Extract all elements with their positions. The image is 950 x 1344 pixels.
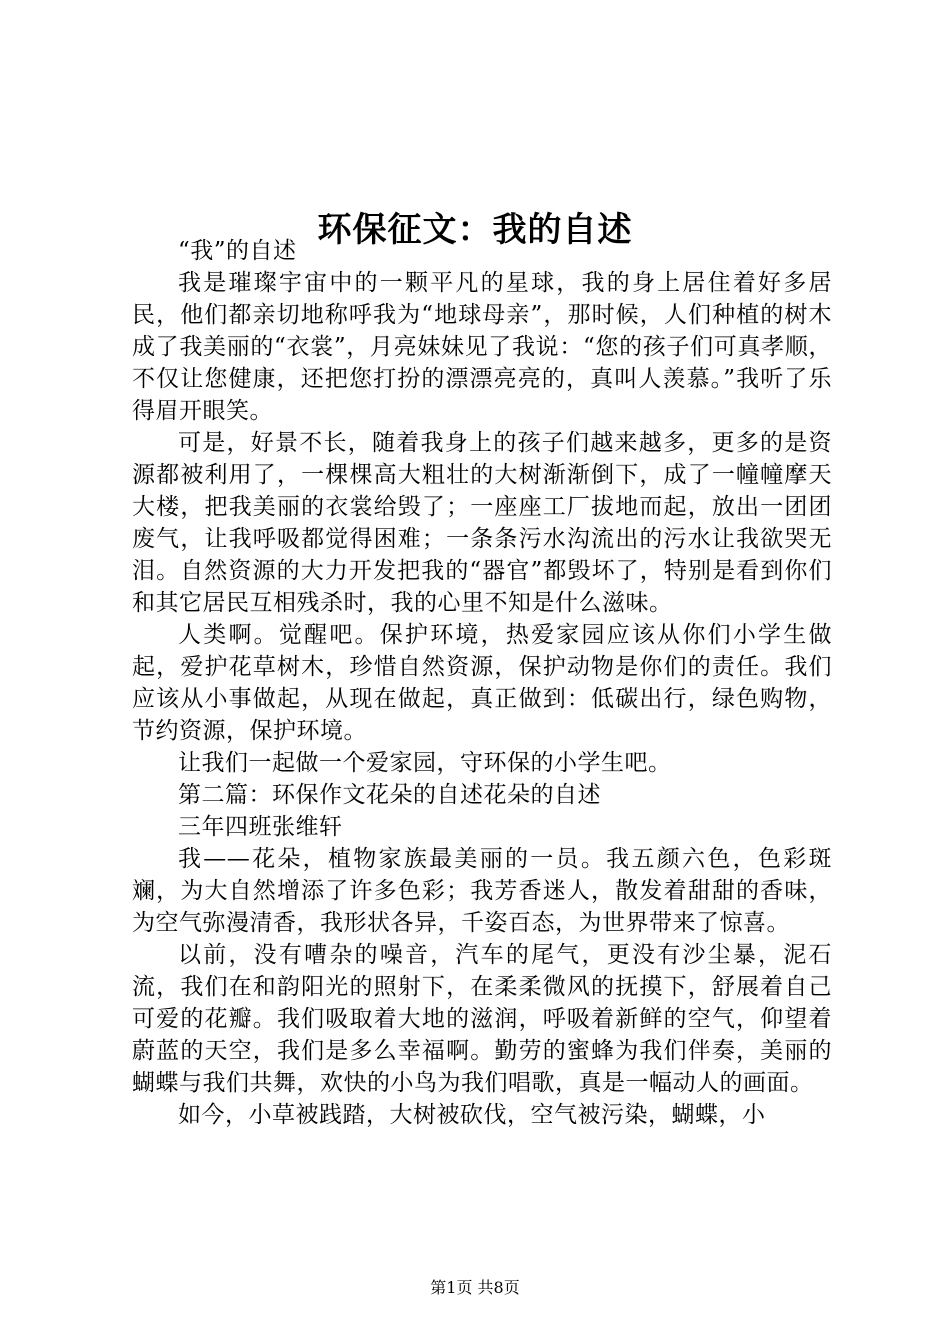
- document-body: [132, 235, 832, 1131]
- page-footer: 第1页 共8页: [430, 1278, 520, 1297]
- paragraph: 以前，没有嘈杂的噪音，汽车的尾气，更没有沙尘暴，泥石流，我们在和韵阳光的照射下，在柔柔微风的抚摸下，舒展着自己可爱的花瓣。我们吸取着大地的滋润，呼吸着新鲜的空气，仰望着蔚蓝的天空，我们是多么幸福啊。勤劳的蜜蜂为我们伴奏，美丽的蝴蝶与我们共舞，欢快的小鸟为我们唱歌，真是一幅动人的画面。: [132, 942, 832, 1096]
- paragraph: “我”的自述: [178, 238, 297, 264]
- paragraph: 我是璀璨宇宙中的一颗平凡的星球，我的身上居住着好多居民，他们都亲切地称呼我为“地球母亲”，那时候，人们种植的树木成了我美丽的“衣裳”，月亮妹妹见了我说：“您的孩子们可真孝顺，不仅让您健康，还把您打扮的漂漂亮亮的，真叫人羡慕。”我听了乐得眉开眼笑。: [132, 270, 832, 424]
- paragraph: 人类啊。觉醒吧。保护环境，热爱家园应该从你们小学生做起，爱护花草树木，珍惜自然资源，保护动物是你们的责任。我们应该从小事做起，从现在做起，真正做到：低碳出行，绿色购物，节约资源，保护环境。: [132, 622, 832, 744]
- paragraph: 三年四班张维轩: [178, 814, 343, 840]
- document-title: 环保征文：我的自述: [317, 209, 633, 250]
- paragraph: 如今，小草被践踏，大树被砍伐，空气被污染，蝴蝶，小: [178, 1102, 766, 1128]
- paragraph: 让我们一起做一个爱家园，守环保的小学生吧。: [178, 750, 672, 776]
- paragraph: 第二篇：环保作文花朵的自述花朵的自述: [178, 782, 601, 808]
- paragraph: 我——花朵，植物家族最美丽的一员。我五颜六色，色彩斑斓，为大自然增添了许多色彩；我芳香迷人，散发着甜甜的香味，为空气弥漫清香，我形状各异，千姿百态，为世界带来了惊喜。: [132, 846, 832, 936]
- paragraph: 可是，好景不长，随着我身上的孩子们越来越多，更多的是资源都被利用了，一棵棵高大粗壮的大树渐渐倒下，成了一幢幢摩天大楼，把我美丽的衣裳给毁了；一座座工厂拔地而起，放出一团团废气，让我呼吸都觉得困难；一条条污水沟流出的污水让我欲哭无泪。自然资源的大力开发把我的“器官”都毁坏了，特别是看到你们和其它居民互相残杀时，我的心里不知是什么滋味。: [132, 430, 832, 616]
